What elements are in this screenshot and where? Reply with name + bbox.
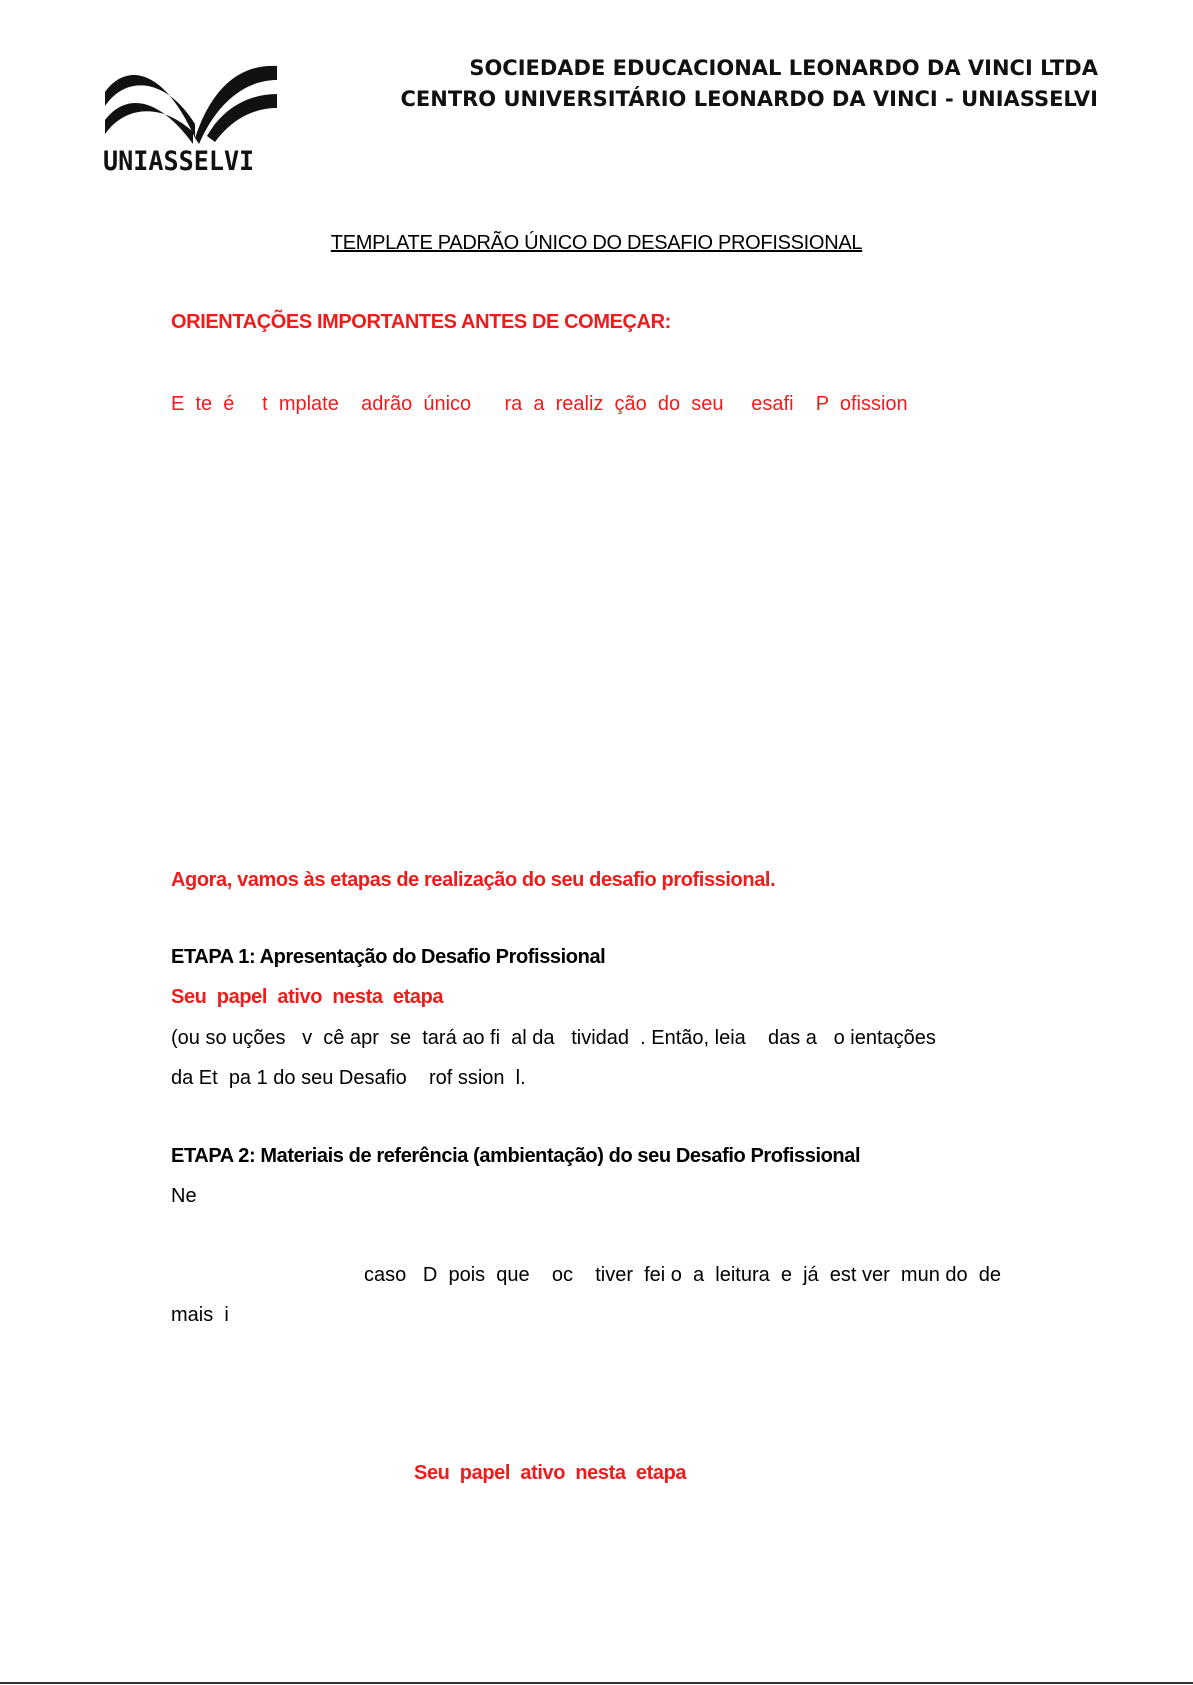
etapa1-heading: ETAPA 1: Apresentação do Desafio Profissional [171,946,606,968]
institution-unit: CENTRO UNIVERSITÁRIO LEONARDO DA VINCI - UNIASSELVI [400,87,1098,111]
uniasselvi-logo [103,58,278,178]
etapa1-paragraph-line: da Et pa 1 do seu Desafio rof ssion l. [171,1067,526,1089]
etapa1-role-heading: Seu papel ativo nesta etapa [171,986,444,1008]
intro-paragraph: E te é t mplate adrão único ra a realiz ção do seu esafi P ofission [171,393,908,415]
etapa2-paragraph-line: caso D pois que oc tiver fei o a leitura e já est ver mun do de [364,1264,1001,1286]
book-wings-icon [103,58,278,146]
etapa2-role-heading: Seu papel ativo nesta etapa [414,1462,687,1484]
etapa1-paragraph-line: (ou so uções v cê apr se tará ao fi al da tividad . Então, leia das a o ientações [171,1027,936,1049]
steps-intro: Agora, vamos às etapas de realização do seu desafio profissional. [171,869,776,891]
logo-wordmark: UNIASSELVI [103,146,255,177]
orientations-heading: ORIENTAÇÕES IMPORTANTES ANTES DE COMEÇAR: [171,311,671,333]
document-title: TEMPLATE PADRÃO ÚNICO DO DESAFIO PROFISSIONAL [330,232,863,254]
etapa2-paragraph-line: Ne [171,1185,197,1207]
page-bottom-border [0,1682,1193,1684]
institution-name: SOCIEDADE EDUCACIONAL LEONARDO DA VINCI LTDA [469,56,1098,80]
etapa2-heading: ETAPA 2: Materiais de referência (ambientação) do seu Desafio Profissional [171,1145,861,1167]
etapa2-paragraph-line: mais i [171,1304,229,1326]
